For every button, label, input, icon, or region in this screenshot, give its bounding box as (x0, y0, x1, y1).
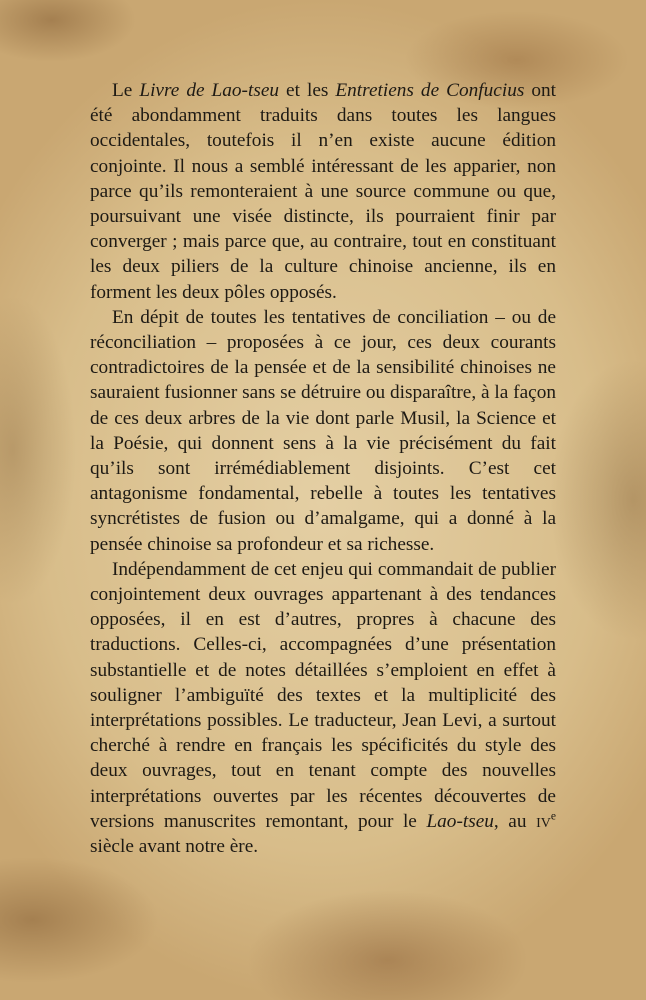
text-run: siècle avant notre ère. (90, 836, 259, 858)
century-numeral: iv (536, 810, 551, 832)
ordinal-suffix: e (550, 809, 556, 823)
text-run: Indépendamment de cet enjeu qui commandait de publier conjointement deux ouvrages appartenant à des tendances opposées, il en est d’autres, propres à chacune des traductions. Celles-ci, accompagnées d’une présentation substantielle et de notes détaillées s’emploient en effet à souligner l’ambiguïté des textes et la multiplicité des interprétations possibles. Le traducteur, Jean Levi, a surtout cherché à rendre en français les spécificités du style des deux ouvrages, tout en tenant compte des nouvelles interprétations ouvertes par les récentes découvertes de versions manuscrites remontant, pour le (90, 558, 556, 832)
book-title: Entretiens de Confucius (335, 80, 525, 101)
paragraph-3 (90, 557, 556, 859)
book-title: Livre de Lao-tseu (139, 80, 280, 101)
text-run: ont été abondamment traduits dans toutes les langues occidentales, toutefois il n’en existe aucune édition conjointe. Il nous a semblé intéressant de les apparier, non parce qu’ils remonteraient à une source commune ou que, poursuivant une visée distincte, ils pourraient finir par converger ; mais parce que, au contraire, tout en constituant les deux piliers de la culture chinoise ancienne, ils en forment les deux pôles opposés. (90, 80, 556, 303)
back-cover-text (90, 78, 556, 859)
paragraph-1 (90, 78, 556, 305)
text-run: et les (279, 80, 336, 101)
book-title: Lao-tseu (426, 810, 494, 832)
paragraph-2: En dépit de toutes les tentatives de conciliation – ou de réconciliation – proposées à ce jour, ces deux courants contradictoires de la pensée et de la sensibilité chinoises ne sauraient fusionner sans se détruire ou disparaître, à la façon de ces deux arbres de la vie dont parle Musil, la Science et la Poésie, qui donnent sens à la vie précisément du fait qu’ils sont irrémédiablement disjoints. C’est cet antagonisme fondamental, rebelle à toutes les tentatives syncrétistes de fusion ou d’amalgame, qui a donné à la pensée chinoise sa profondeur et sa richesse. (90, 306, 556, 555)
text-run: , au (493, 810, 537, 832)
text-run: Le (112, 80, 140, 101)
